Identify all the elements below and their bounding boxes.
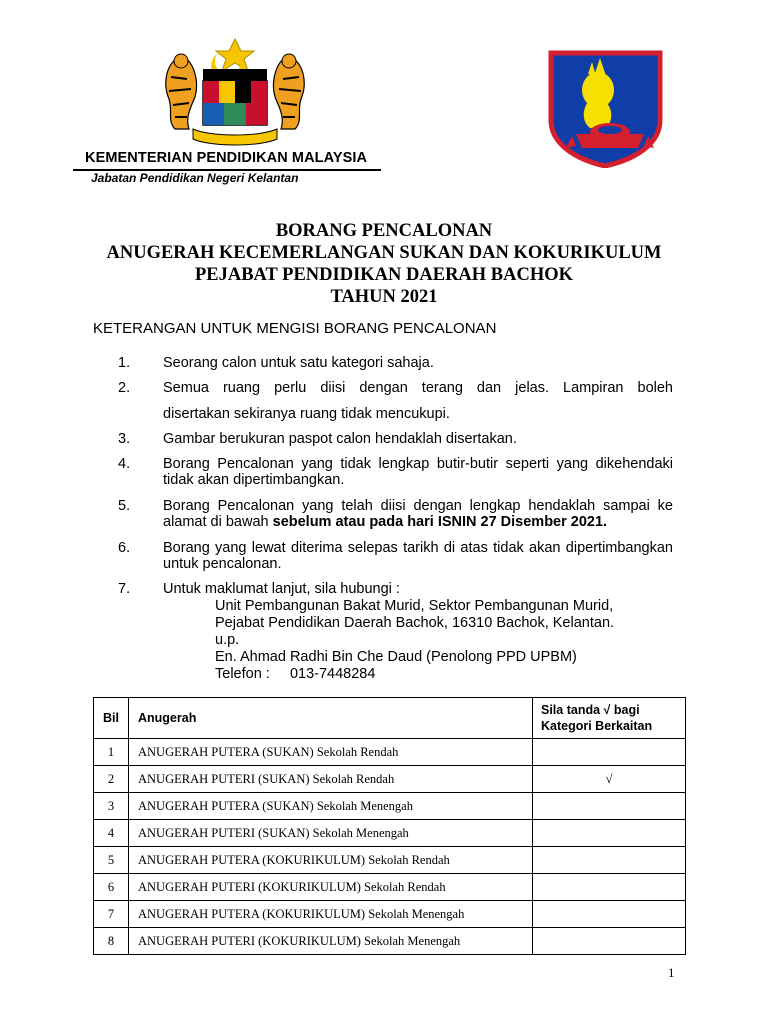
contact-unit: Unit Pembangunan Bakat Murid, Sektor Pembangunan Murid, bbox=[215, 598, 614, 614]
instruction-number: 7. bbox=[118, 581, 131, 597]
category-checkbox[interactable] bbox=[533, 793, 686, 820]
row-number: 4 bbox=[94, 820, 129, 847]
category-checkbox[interactable] bbox=[533, 820, 686, 847]
table-row bbox=[94, 793, 686, 820]
instruction-text: Semua ruang perlu diisi dengan terang dan jelas. Lampiran boleh bbox=[163, 380, 673, 396]
instruction-text-block bbox=[163, 498, 673, 530]
office-title: PEJABAT PENDIDIKAN DAERAH BACHOK bbox=[194, 265, 574, 285]
instruction-number: 2. bbox=[118, 380, 131, 396]
category-checkbox[interactable] bbox=[533, 739, 686, 766]
form-title: BORANG PENCALONAN bbox=[275, 221, 493, 241]
table-row bbox=[94, 847, 686, 874]
instruction-text: Borang Pencalonan yang tidak lengkap butir-butir seperti yang dikehendaki tidak akan dipertimbangkan. bbox=[163, 456, 673, 488]
instruction-number: 6. bbox=[118, 540, 131, 556]
table-row bbox=[94, 874, 686, 901]
table-row bbox=[94, 901, 686, 928]
instruction-text-continued: disertakan sekiranya ruang tidak mencukupi. bbox=[163, 406, 450, 422]
category-checkbox[interactable]: √ bbox=[533, 766, 686, 793]
instruction-number: 3. bbox=[118, 431, 131, 447]
category-checkbox[interactable] bbox=[533, 928, 686, 955]
row-number: 2 bbox=[94, 766, 129, 793]
column-header-bil: Bil bbox=[94, 698, 129, 739]
award-name: ANUGERAH PUTERA (SUKAN) Sekolah Menengah bbox=[129, 793, 533, 820]
contact-phone: Telefon : 013-7448284 bbox=[215, 666, 376, 682]
row-number: 3 bbox=[94, 793, 129, 820]
ministry-name: KEMENTERIAN PENDIDIKAN MALAYSIA bbox=[85, 150, 368, 166]
table-row bbox=[94, 766, 686, 793]
table-header-row bbox=[94, 698, 686, 739]
instruction-number: 1. bbox=[118, 355, 131, 371]
instruction-number: 5. bbox=[118, 498, 131, 514]
contact-attention: u.p. bbox=[215, 632, 240, 648]
instruction-text: Borang yang lewat diterima selepas tarikh di atas tidak akan dipertimbangkan untuk pencalonan. bbox=[163, 540, 673, 572]
row-number: 6 bbox=[94, 874, 129, 901]
column-header-award: Anugerah bbox=[129, 698, 533, 739]
row-number: 1 bbox=[94, 739, 129, 766]
row-number: 5 bbox=[94, 847, 129, 874]
award-name: ANUGERAH PUTERA (KOKURIKULUM) Sekolah Menengah bbox=[129, 901, 533, 928]
department-name: Jabatan Pendidikan Negeri Kelantan bbox=[91, 171, 299, 185]
instructions-heading: KETERANGAN UNTUK MENGISI BORANG PENCALONAN bbox=[93, 320, 497, 337]
column-header-mark: Sila tanda √ bagi Kategori Berkaitan bbox=[533, 698, 686, 739]
table-row bbox=[94, 739, 686, 766]
year-title: TAHUN 2021 bbox=[330, 287, 438, 307]
category-checkbox[interactable] bbox=[533, 847, 686, 874]
award-title: ANUGERAH KECEMERLANGAN SUKAN DAN KOKURIKULUM bbox=[106, 243, 662, 263]
award-category-table bbox=[93, 697, 686, 955]
contact-address: Pejabat Pendidikan Daerah Bachok, 16310 Bachok, Kelantan. bbox=[215, 615, 615, 631]
instruction-text: Gambar berukuran paspot calon hendaklah disertakan. bbox=[163, 431, 517, 447]
award-name: ANUGERAH PUTERA (KOKURIKULUM) Sekolah Rendah bbox=[129, 847, 533, 874]
row-number: 8 bbox=[94, 928, 129, 955]
malaysia-coat-of-arms-icon bbox=[155, 37, 315, 149]
instruction-text: Untuk maklumat lanjut, sila hubungi : bbox=[163, 581, 400, 597]
award-name: ANUGERAH PUTERI (SUKAN) Sekolah Rendah bbox=[129, 766, 533, 793]
contact-person: En. Ahmad Radhi Bin Che Daud (Penolong PPD UPBM) bbox=[215, 649, 577, 665]
page-number: 1 bbox=[668, 965, 675, 980]
award-name: ANUGERAH PUTERI (KOKURIKULUM) Sekolah Menengah bbox=[129, 928, 533, 955]
category-checkbox[interactable] bbox=[533, 901, 686, 928]
sports-council-badge-icon bbox=[548, 50, 663, 168]
award-name: ANUGERAH PUTERI (SUKAN) Sekolah Menengah bbox=[129, 820, 533, 847]
award-name: ANUGERAH PUTERA (SUKAN) Sekolah Rendah bbox=[129, 739, 533, 766]
instruction-text: Borang Pencalonan yang telah diisi dengan lengkap hendaklah sampai ke alamat di bawah bbox=[163, 498, 673, 530]
table-row bbox=[94, 820, 686, 847]
instruction-number: 4. bbox=[118, 456, 131, 472]
table-row bbox=[94, 928, 686, 955]
category-checkbox[interactable] bbox=[533, 874, 686, 901]
deadline-text: sebelum atau pada hari ISNIN 27 Disember 2021. bbox=[272, 514, 608, 530]
row-number: 7 bbox=[94, 901, 129, 928]
instruction-text: Seorang calon untuk satu kategori sahaja. bbox=[163, 355, 434, 371]
award-name: ANUGERAH PUTERI (KOKURIKULUM) Sekolah Rendah bbox=[129, 874, 533, 901]
